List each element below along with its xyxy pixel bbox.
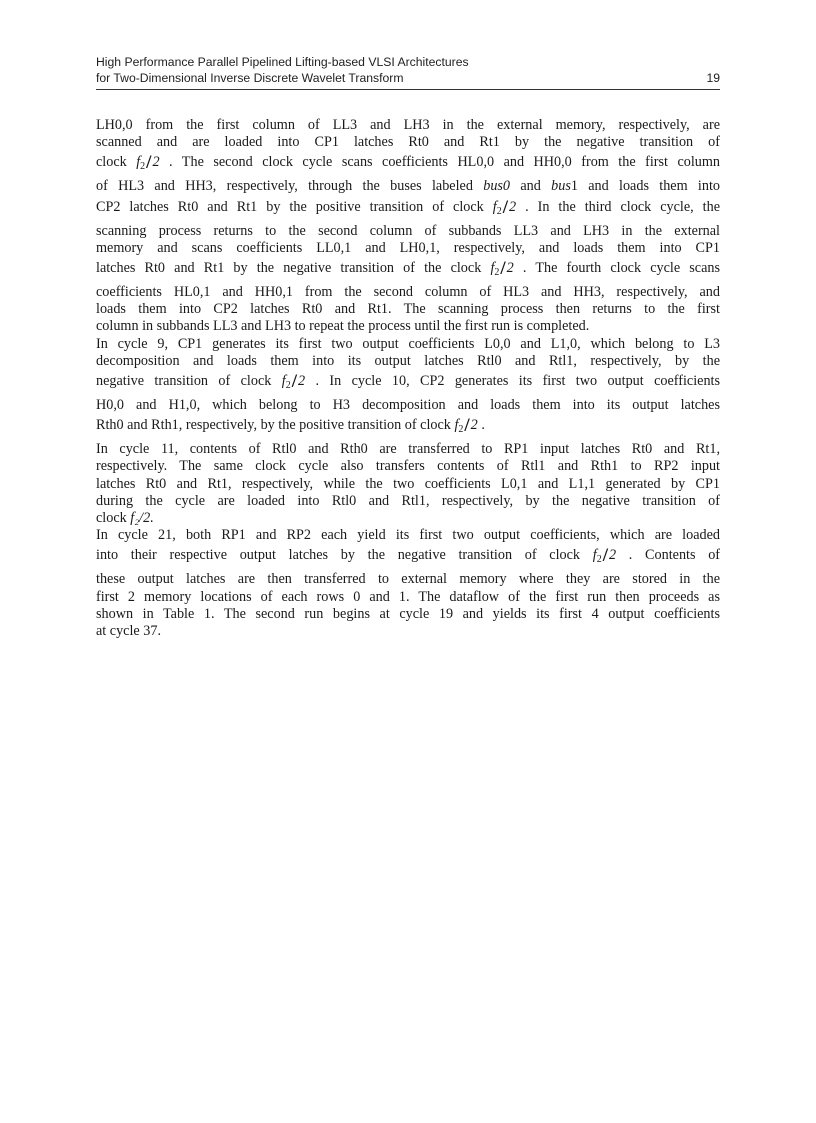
- text-line: latches Rt0 and Rt1, respectively, while the two coefficients L0,1 and L1,1 generated by CP1: [96, 475, 720, 492]
- clock-f2-over-2: $f_2/2$: [454, 415, 478, 437]
- clock-f2-over-2: $f_2/2$: [136, 152, 160, 174]
- text-line: In cycle 9, CP1 generates its first two output coefficients L0,0 and L1,0, which belong to L3: [96, 335, 720, 352]
- text-line: during the cycle are loaded into Rtl0 and Rtl1, respectively, by the negative transition of: [96, 492, 720, 509]
- bus0-term: bus0: [483, 178, 511, 195]
- text-line: negative transition of clock $f_2/2$ . In cycle 10, CP2 generates its first two output coefficients: [96, 371, 721, 393]
- paragraph-2: [96, 336, 720, 442]
- clock-f2-over-2: $f_2/2$: [592, 545, 617, 567]
- text-line: shown in Table 1. The second run begins at cycle 19 and yields its first 4 output coefficients: [96, 605, 720, 622]
- clock-f2-over-2: $f_2/2$: [492, 196, 517, 218]
- text-line: into their respective output latches by the negative transition of clock $f_2/2$ . Contents of: [96, 545, 721, 567]
- text-line: decomposition and loads them into its output latches Rtl0 and Rtl1, respectively, by the: [96, 352, 720, 369]
- text-line: clock f₂/2.: [96, 510, 154, 527]
- clock-f2-over-2: $f_2/2$: [281, 371, 306, 393]
- text-line: scanning process returns to the second column of subbands LL3 and LH3 in the external: [96, 222, 720, 239]
- text-line: LH0,0 from the first column of LL3 and LH3 in the external memory, respectively, are: [96, 117, 720, 133]
- clock-f2-over-2-plain: f₂/2.: [130, 510, 154, 527]
- page-number: 19: [706, 70, 720, 85]
- text-line: memory and scans coefficients LL0,1 and LH0,1, respectively, and loads them into CP1: [96, 239, 720, 256]
- text-line: loads them into CP2 latches Rt0 and Rt1. The scanning process then returns to the first: [96, 301, 720, 318]
- text-line: Rth0 and Rth1, respectively, by the positive transition of clock $f_2/2$ .: [96, 415, 485, 437]
- text-line: coefficients HL0,1 and HH0,1 from the second column of HL3 and HH3, respectively, and: [96, 284, 720, 301]
- text-line: H0,0 and H1,0, which belong to H3 decomposition and loads them into its output latches: [96, 397, 720, 414]
- text-line: respectively. The same clock cycle also transfers contents of Rtl1 and Rth1 to RP2 input: [96, 458, 720, 475]
- text-line: of HL3 and HH3, respectively, through the buses labeled bus0 and bus1 and loads them into: [96, 178, 720, 195]
- paragraph-1: [96, 117, 720, 336]
- header-rule: [96, 89, 720, 90]
- text-line: In cycle 21, both RP1 and RP2 each yield its first two output coefficients, which are loaded: [96, 527, 720, 544]
- bus-term: bus: [551, 178, 571, 195]
- text-line: In cycle 11, contents of Rtl0 and Rth0 are transferred to RP1 input latches Rt0 and Rt1,: [96, 441, 720, 458]
- text-line: first 2 memory locations of each rows 0 and 1. The dataflow of the first run then proceeds as: [96, 588, 720, 605]
- text-line: clock $f_2/2$ . The second clock cycle scans coefficients HL0,0 and HH0,0 from the first column: [96, 152, 721, 174]
- header-title-line2: for Two-Dimensional Inverse Discrete Wavelet Transform: [96, 70, 404, 85]
- text-line: these output latches are then transferred to external memory where they are stored in the: [96, 571, 720, 588]
- clock-f2-over-2: $f_2/2$: [490, 258, 514, 280]
- paragraph-3: [96, 441, 720, 527]
- text-line: CP2 latches Rt0 and Rt1 by the positive transition of clock $f_2/2$ . In the third clock cycle, the: [96, 196, 721, 218]
- body-text: [96, 117, 720, 640]
- text-line: scanned and are loaded into CP1 latches Rt0 and Rt1 by the negative transition of: [96, 134, 720, 151]
- text-line: at cycle 37.: [96, 623, 161, 640]
- paragraph-4: [96, 527, 720, 640]
- running-header: [96, 55, 720, 86]
- text-line: column in subbands LL3 and LH3 to repeat the process until the first run is completed.: [96, 318, 590, 335]
- text-line: latches Rt0 and Rt1 by the negative transition of the clock $f_2/2$ . The fourth clock cycle scans: [96, 258, 720, 280]
- header-title-line1: High Performance Parallel Pipelined Lifting-based VLSI Architectures: [96, 55, 469, 69]
